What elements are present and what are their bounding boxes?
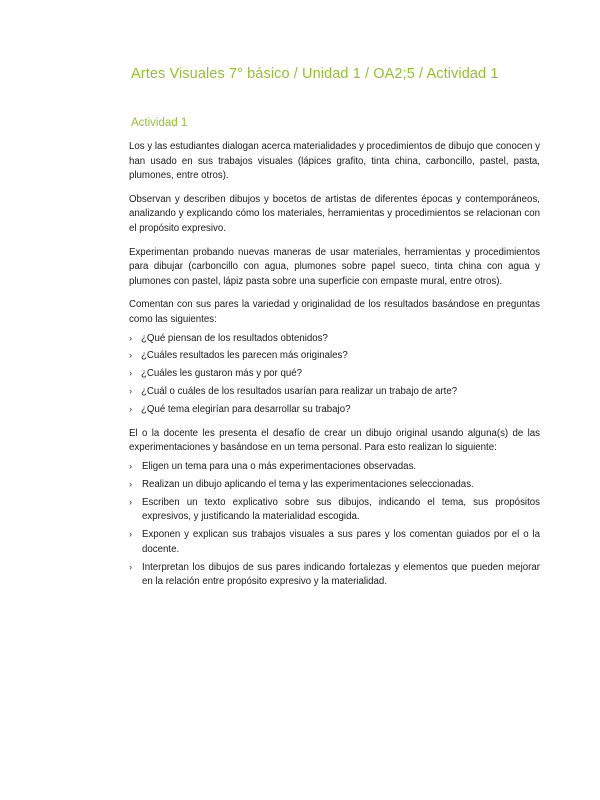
chevron-right-icon: ›	[129, 529, 133, 541]
chevron-right-icon: ›	[129, 404, 133, 416]
activity-heading: Actividad 1	[131, 117, 188, 129]
list-item	[129, 403, 540, 418]
step-text: Eligen un tema para una o más experimentaciones observadas.	[142, 460, 417, 472]
paragraph-3: Experimentan probando nuevas maneras de usar materiales, herramientas y procedimientos para dibujar (carboncillo con agua, plumones sobre papel sueco, tinta china con agua y plumones con pastel, lápiz pasta sobre una superficie con empaste mural, entre otros).	[129, 246, 540, 287]
question-text: ¿Cuáles les gustaron más y por qué?	[141, 368, 303, 380]
question-text: ¿Qué tema elegirían para desarrollar su trabajo?	[141, 404, 351, 416]
chevron-right-icon: ›	[129, 386, 133, 398]
list-item	[129, 478, 540, 493]
step-text: Escriben un texto explicativo sobre sus dibujos, indicando el tema, sus propósitos expresivos, y justificando la materialidad escogida.	[142, 496, 540, 523]
list-item	[129, 367, 540, 382]
paragraph-2: Observan y describen dibujos y bocetos de artistas de diferentes épocas y contemporáneos, analizando y explicando cómo los materiales, herramientas y procedimientos se relacionan con el propósito expresivo.	[129, 193, 540, 234]
chevron-right-icon: ›	[129, 368, 133, 380]
step-text: Exponen y explican sus trabajos visuales a sus pares y los comentan guiados por el o la docente.	[142, 529, 540, 555]
paragraph-4: Comentan con sus pares la variedad y originalidad de los resultados basándose en preguntas como las siguientes:	[129, 299, 540, 325]
chevron-right-icon: ›	[129, 332, 133, 344]
paragraph-5: El o la docente les presenta el desafío de crear un dibujo original usando alguna(s) de las experimentaciones y basándose en un tema personal. Para esto realizan lo siguiente:	[129, 427, 540, 454]
chevron-right-icon: ›	[129, 478, 133, 490]
chevron-right-icon: ›	[129, 460, 133, 472]
chevron-right-icon: ›	[129, 496, 133, 508]
paragraph-1: Los y las estudiantes dialogan acerca materialidades y procedimientos de dibujo que conocen y han usado en sus trabajos visuales (lápices grafito, tinta china, carboncillo, pastel, pasta, plumones, entre otros).	[129, 141, 540, 182]
question-text: ¿Cuál o cuáles de los resultados usarían para realizar un trabajo de arte?	[141, 386, 458, 398]
list-item	[129, 385, 540, 400]
activity-content	[129, 140, 540, 599]
step-text: Interpretan los dibujos de sus pares indicando fortalezas y elementos que pueden mejorar en la relación entre propósito expresivo y la materialidad.	[142, 561, 540, 588]
list-item	[129, 349, 540, 364]
question-text: ¿Cuáles resultados les parecen más originales?	[141, 350, 348, 362]
chevron-right-icon: ›	[129, 561, 133, 573]
chevron-right-icon: ›	[129, 350, 133, 362]
list-item	[129, 332, 540, 347]
list-item	[129, 528, 540, 557]
step-text: Realizan un dibujo aplicando el tema y las experimentaciones seleccionadas.	[142, 478, 474, 490]
list-item	[129, 460, 540, 475]
list-item	[129, 561, 540, 590]
question-text: ¿Qué piensan de los resultados obtenidos?	[141, 332, 328, 344]
list-item	[129, 496, 540, 525]
page-title: Artes Visuales 7° básico / Unidad 1 / OA2;5 / Actividad 1	[131, 66, 499, 82]
steps-list	[129, 460, 540, 590]
questions-list	[129, 332, 540, 418]
